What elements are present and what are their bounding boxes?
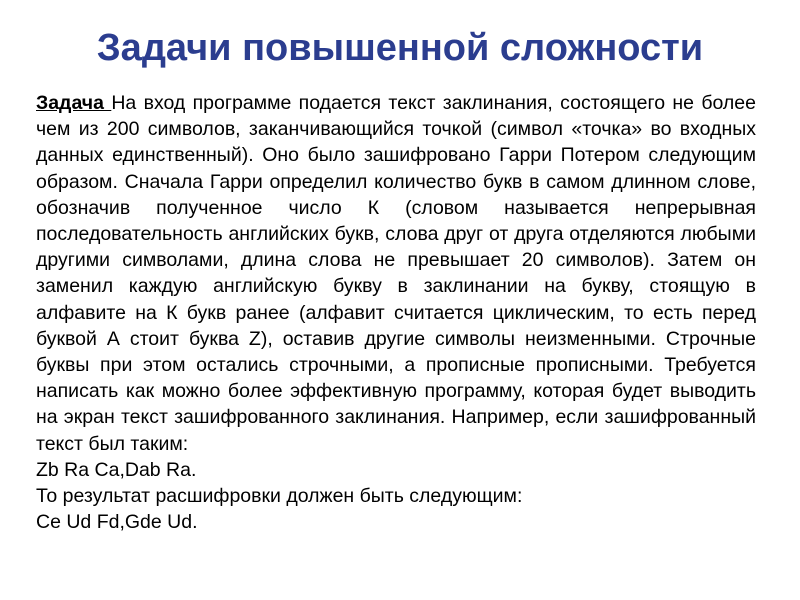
problem-text	[36, 90, 756, 535]
problem-statement: На вход программе подается текст заклинания, состоящего не более чем из 200 символов, заканчивающийся точкой (символ «точка» во входных данных единственный). Оно было зашифровано Гарри Потером следующим образом. Сначала Гарри определил количество букв в самом длинном слове, обозначив полученное число К (словом называется непрерывная последовательность английских букв, слова друг от друга отделяются любыми другими символами, длина слова не превышает 20 символов). Затем он заменил каждую английскую букву в заклинании на букву, стоящую в алфавите на К букв ранее (алфавит считается циклическим, то есть перед буквой А стоит буква Z), оставив другие символы неизменными. Строчные буквы при этом остались строчными, а прописные прописными. Требуется написать как можно более эффективную программу, которая будет выводить на экран текст зашифрованного заклинания. Например, если зашифрованный текст был таким:	[36, 92, 756, 455]
problem-statement-paragraph	[36, 90, 756, 457]
task-label: Задача	[36, 92, 112, 114]
example-input: Zb Ra Ca,Dab Ra.	[36, 458, 197, 481]
slide-title: Задачи повышенной сложности	[96, 27, 704, 69]
example-output: Ce Ud Fd,Gde Ud.	[36, 511, 198, 534]
result-intro: То результат расшифровки должен быть следующим:	[36, 485, 523, 508]
